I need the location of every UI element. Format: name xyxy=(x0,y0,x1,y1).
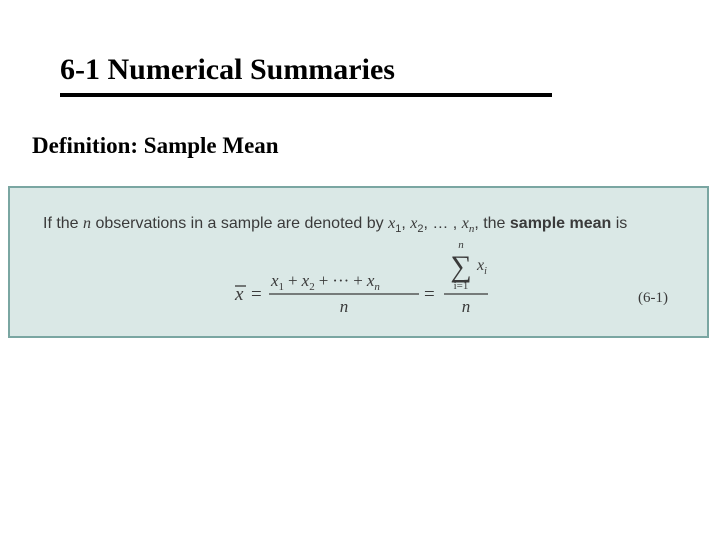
page-title: 6-1 Numerical Summaries xyxy=(60,53,395,86)
title-underline xyxy=(60,93,552,97)
xbar-symbol: x xyxy=(235,284,244,305)
sum-lower-limit: i=1 xyxy=(453,280,469,292)
definition-heading: Definition: Sample Mean xyxy=(32,133,279,158)
sigma-icon: ∑ xyxy=(450,250,472,283)
denominator-1: n xyxy=(339,297,349,316)
sample-mean-formula xyxy=(10,188,707,336)
equals-sign-2: = xyxy=(424,284,435,305)
equals-sign-1: = xyxy=(251,284,262,305)
definition-box xyxy=(8,186,709,338)
sum-term: $x_i$ xyxy=(477,257,487,277)
sum-upper-limit: n xyxy=(458,239,464,251)
equation-number: (6-1) xyxy=(638,290,668,306)
definition-sentence: If the n observations in a sample are denoted by $x_1$, $x_2$, … , $x_n$, the sample mean is xyxy=(43,215,628,235)
sum-numerator: $x_1 + x_2$ + ··· + $x_n$ xyxy=(271,271,380,293)
denominator-2: n xyxy=(461,297,471,316)
